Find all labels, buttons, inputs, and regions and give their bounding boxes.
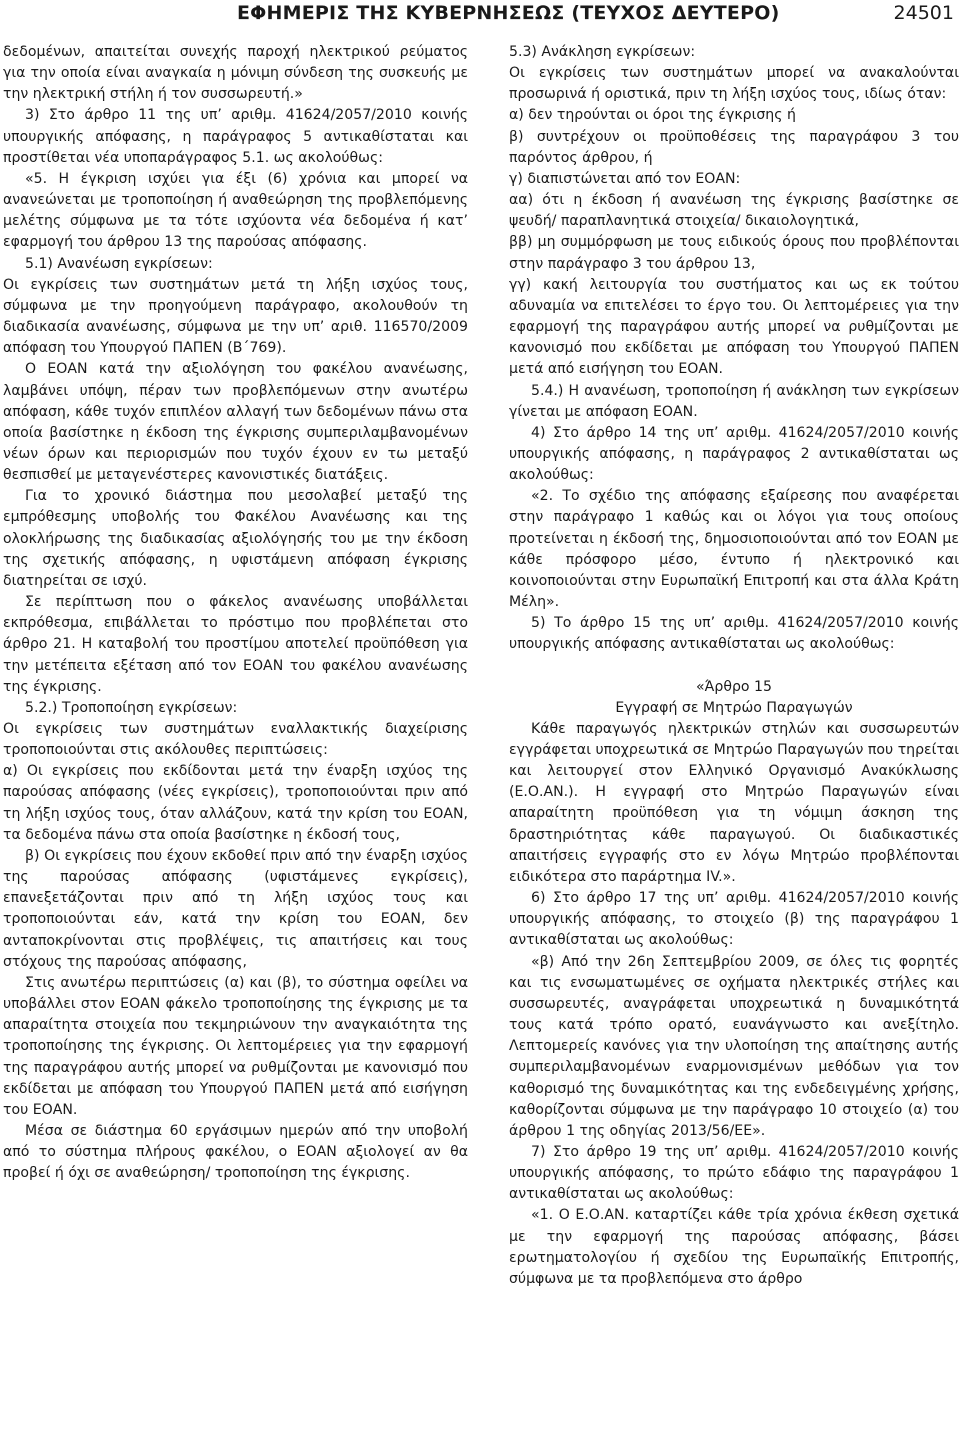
paragraph: Για το χρονικό διάστημα που μεσολαβεί μεταξύ της εμπρόθεσμης υποβολής του Φακέλου Ανανέωσης και της ολοκλήρωσης της διαδικασίας αξιολόγησής του με την έκδοση της σχετικής απόφασης, η υφιστάμενη απόφαση έγκρισης διατηρείται σε ισχύ. (3, 488, 468, 589)
paragraph: 5.4.) Η ανανέωση, τροποποίηση ή ανάκληση των εγκρίσεων γίνεται με απόφαση ΕΟΑΝ. (509, 382, 959, 420)
paragraph: 5.2.) Τροποποίηση εγκρίσεων: (25, 699, 238, 716)
paragraph: «2. Το σχέδιο της απόφασης εξαίρεσης που αναφέρεται στην παράγραφο 1 καθώς και οι λόγοι για τους οποίους προτείνεται η έκδοσή της, δημοσιοποιούνται από τον ΕΟΑΝ με κάθε πρόσφορο μέσο, έντυπο ή ηλεκτρονικό και κοινοποιούνται στην Ευρωπαϊκή Επιτροπή και στα άλλα Κράτη Μέλη». (509, 488, 959, 611)
paragraph: 3) Στο άρθρο 11 της υπ’ αριθμ. 41624/2057/2010 κοινής υπουργικής απόφασης, η παράγραφος 5 αντικαθίσταται και προστίθεται νέα υποπαράγραφος 5.1. ως ακολούθως: (3, 107, 468, 166)
paragraph: Μέσα σε διάστημα 60 εργάσιμων ημερών από την υποβολή από το σύστημα πλήρους φακέλου, ο ΕΟΑΝ αξιολογεί αν θα προβεί ή όχι σε αναθεώρηση/ τροποποίηση της έγκρισης. (3, 1122, 468, 1182)
paragraph: 5.1) Ανανέωση εγκρίσεων: (25, 255, 213, 272)
paragraph: Ο ΕΟΑΝ κατά την αξιολόγηση του φακέλου ανανέωσης, λαμβάνει υπόψη, πέραν των προβλεπόμενων στην ανωτέρω απόφαση, κάθε τυχόν επιπλέον αλλαγή των δεδομένων πάνω στα οποία βασίστηκε η έκδοση της έγκρισης συμπεριλαμβανομένων νέων όρων και περιορισμών που τυχόν έχουν εν τω μεταξύ θεσπισθεί με μεταγενέστερες κανονιστικές διατάξεις. (3, 361, 468, 484)
paragraph: Κάθε παραγωγός ηλεκτρικών στηλών και συσσωρευτών εγγράφεται υποχρεωτικά σε Μητρώο Παραγωγών που τηρείται και λειτουργεί στον Ελληνικό Οργανισμό Ανακύκλωσης (Ε.Ο.ΑΝ.). Η εγγραφή στο Μητρώο Παραγωγών είναι απαραίτητη προϋπόθεση για τη νόμιμη άσκηση της δραστηριότητας κάθε παραγωγού. Οι διαδικαστικές απαιτήσεις εγγραφής στο εν λόγω Μητρώο προβλέπονται ειδικότερα στο παράρτημα IV.». (509, 720, 959, 885)
paragraph: 5.3) Ανάκληση εγκρίσεων: (509, 44, 696, 60)
paragraph: Οι εγκρίσεις των συστημάτων εναλλακτικής διαχείρισης τροποποιούνται στις ακόλουθες περιπτώσεις: (3, 721, 468, 759)
paragraph: δεδομένων, απαιτείται συνεχής παροχή ηλεκτρικού ρεύματος για την οποία είναι αναγκαία η μόνιμη σύνδεση της συσκευής με την ηλεκτρική στήλη ή τον συσσωρευτή.» (3, 44, 468, 103)
paragraph: β) συντρέχουν οι προϋποθέσεις της παραγράφου 3 του παρόντος άρθρου, ή (509, 128, 959, 166)
paragraph: «1. Ο Ε.Ο.ΑΝ. καταρτίζει κάθε τρία χρόνια έκθεση σχετικά με την εφαρμογή της παρούσας απόφασης, βάσει ερωτηματολογίου ή σχεδίου της Ευρωπαϊκής Επιτροπής, σύμφωνα με τα προβλεπόμενα στο άρθρο (509, 1207, 959, 1287)
paragraph: γγ) κακή λειτουργία του συστήματος και ως εκ τούτου αδυναμία να επιτελέσει το έργο του. Οι λεπτομέρειες για την εφαρμογή της παραγράφου αυτής μπορεί να ρυθμίζονται με κανονισμό που εκδίδεται με απόφαση του Υπουργού ΠΑΠΕΝ μετά από εισήγηση του ΕΟΑΝ. (509, 276, 959, 378)
paragraph: 7) Στο άρθρο 19 της υπ’ αριθμ. 41624/2057/2010 κοινής υπουργικής απόφασης, το πρώτο εδάφιο της παραγράφου 1 αντικαθίσταται ως ακολούθως: (509, 1143, 959, 1203)
paragraph: Οι εγκρίσεις των συστημάτων μπορεί να ανακαλούνται προσωρινά ή οριστικά, πριν τη λήξη ισχύος τους, ιδίως όταν: (509, 65, 959, 103)
paragraph: ββ) μη συμμόρφωση με τους ειδικούς όρους που προβλέπονται στην παράγραφο 3 του άρθρου 13, (509, 234, 959, 272)
right-column (509, 42, 959, 1431)
paragraph: Στις ανωτέρω περιπτώσεις (α) και (β), το σύστημα οφείλει να υποβάλλει στον ΕΟΑΝ φάκελο τροποποίησης της έγκρισης με τα απαραίτητα στοιχεία που τεκμηριώνουν την αναγκαιότητα της τροποποίησης της έγκρισης. Οι λεπτομέρειες για την εφαρμογή της παραγράφου αυτής μπορεί να ρυθμίζονται με κανονισμό που εκδίδεται με απόφαση του Υπουργού ΠΑΠΕΝ μετά από εισήγηση του ΕΟΑΝ. (3, 974, 468, 1118)
page-header (0, 0, 960, 38)
page-number: 24501 (893, 2, 954, 24)
paragraph: β) Οι εγκρίσεις που έχουν εκδοθεί πριν από την έναρξη ισχύος της παρούσας απόφασης (υφιστάμενες εγκρίσεις), επανεξετάζονται πριν από τη λήξη ισχύος τους και τροποποιούνται εάν, κατά την κρίση του ΕΟΑΝ, δεν ανταποκρίνονται στις προβλέψεις, τις απαιτήσεις και τους στόχους της παρούσας απόφασης, (3, 847, 468, 970)
paragraph: α) Οι εγκρίσεις που εκδίδονται μετά την έναρξη ισχύος της παρούσας απόφασης (νέες εγκρίσεις), τροποποιούνται πριν από τη λήξη ισχύος τους, όταν αλλάζουν, κατά την κρίση του ΕΟΑΝ, τα δεδομένα πάνω στα οποία βασίστηκε η έκδοσή τους, (3, 763, 468, 843)
paragraph: αα) ότι η έκδοση ή ανανέωση της έγκρισης βασίστηκε σε ψευδή/ παραπλανητικά στοιχεία/ δικαιολογητικά, (509, 192, 959, 230)
article-heading: «Άρθρο 15 (696, 678, 772, 695)
article-subtitle: Εγγραφή σε Μητρώο Παραγωγών (615, 699, 853, 716)
paragraph: «β) Από την 26η Σεπτεμβρίου 2009, σε όλες τις φορητές και τις ενσωματωμένες σε οχήματα ηλεκτρικές στήλες και συσσωρευτές, αναγράφεται υποχρεωτικά η δυναμικότητά τους κατά τρόπο ορατό, ευανάγνωστο και ανεξίτηλο. Λεπτομερείς κανόνες για την υλοποίηση της απαίτησης αυτής συμπεριλαμβανομένων εναρμονισμένων μεθόδων για τον καθορισμό της δυναμικότητας και της ενδεδειγμένης χρήσης, καθορίζονται σύμφωνα με την παράγραφο 10 στοιχείο (α) του άρθρου 1 της οδηγίας 2013/56/ΕΕ». (509, 953, 959, 1139)
paragraph: Σε περίπτωση που ο φάκελος ανανέωσης υποβάλλεται εκπρόθεσμα, επιβάλλεται το πρόστιμο που προβλέπεται στο άρθρο 21. Η καταβολή του προστίμου αποτελεί προϋπόθεση για την μετέπειτα εξέταση από τον ΕΟΑΝ του φακέλου ανανέωσης της έγκρισης. (3, 594, 468, 695)
paragraph: 4) Στο άρθρο 14 της υπ’ αριθμ. 41624/2057/2010 κοινής υπουργικής απόφασης, η παράγραφος 2 αντικαθίσταται ως ακολούθως: (509, 424, 959, 484)
paragraph: «5. Η έγκριση ισχύει για έξι (6) χρόνια και μπορεί να ανανεώνεται με τροποποίηση ή αναθεώρηση της προβλεπόμενης μελέτης σύμφωνα με τα τότε ισχύοντα νέα δεδομένα ή κατ’ εφαρμογή του άρθρου 13 της παρούσας απόφασης. (3, 170, 468, 251)
gazette-title: ΕΦΗΜΕΡΙΣ ΤΗΣ ΚΥΒΕΡΝΗΣΕΩΣ (ΤΕΥΧΟΣ ΔΕΥΤΕΡΟ) (237, 2, 780, 24)
paragraph: 6) Στο άρθρο 17 της υπ’ αριθμ. 41624/2057/2010 κοινής υπουργικής απόφασης, το στοιχείο (β) της παραγράφου 1 αντικαθίσταται ως ακολούθως: (509, 890, 959, 949)
paragraph: Οι εγκρίσεις των συστημάτων μετά τη λήξη ισχύος τους, σύμφωνα με την προηγούμενη παράγραφο, ακολουθούν τη διαδικασία ανανέωσης, σύμφωνα με την υπ’ αριθ. 116570/2009 απόφαση του Υπουργού ΠΑΠΕΝ (Β΄769). (3, 276, 468, 357)
paragraph: α) δεν τηρούνται οι όροι της έγκρισης ή (509, 107, 796, 124)
left-column (3, 42, 468, 1431)
paragraph: γ) διαπιστώνεται από τον ΕΟΑΝ: (509, 170, 741, 187)
paragraph: 5) Το άρθρο 15 της υπ’ αριθμ. 41624/2057/2010 κοινής υπουργικής απόφασης αντικαθίσταται ως ακολούθως: (509, 615, 959, 653)
